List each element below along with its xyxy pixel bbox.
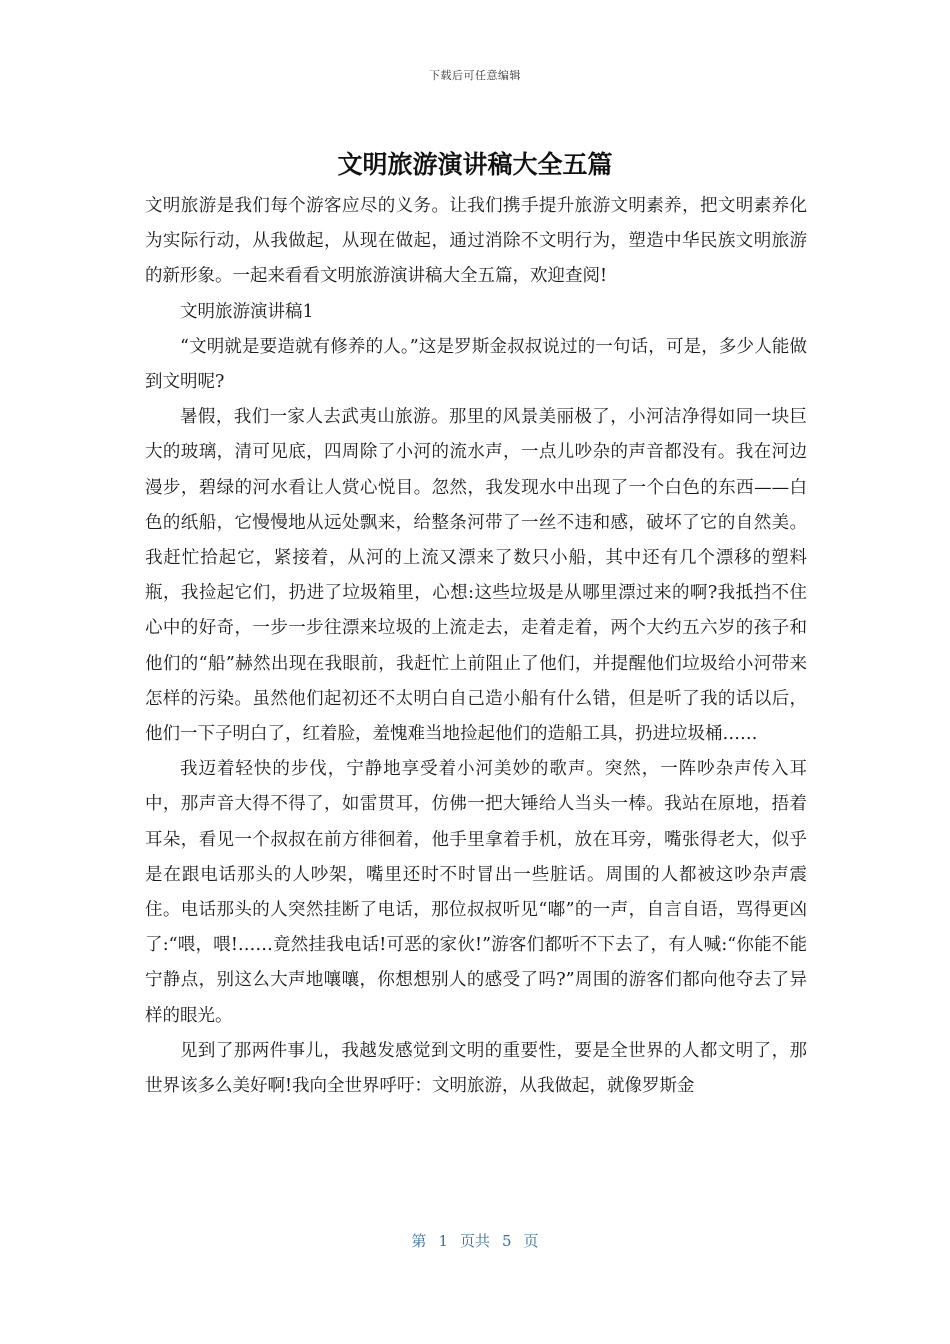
section-heading: 文明旅游演讲稿1 [180, 301, 314, 322]
body-paragraph: 见到了那两件事儿，我越发感觉到文明的重要性，要是全世界的人都文明了，那世界该多么美好啊!我向全世界呼吁：文明旅游，从我做起，就像罗斯金 [145, 1040, 807, 1097]
footer-suffix: 页 [523, 1232, 539, 1250]
footer-prefix: 第 [411, 1232, 427, 1250]
body-paragraph: 暑假，我们一家人去武夷山旅游。那里的风景美丽极了，小河洁净得如同一块巨大的玻璃，清可见底，四周除了小河的流水声，一点儿吵杂的声音都没有。我在河边漫步，碧绿的河水看让人赏心悦目。忽然，我发现水中出现了一个白色的东西——白色的纸船，它慢慢地从远处飘来，给整条河带了一丝不违和感，破坏了它的自然美。我赶忙拾起它，紧接着，从河的上流又漂来了数只小船，其中还有几个漂移的塑料瓶，我捡起它们，扔进了垃圾箱里，心想:这些垃圾是从哪里漂过来的啊?我抵挡不住心中的好奇，一步一步往漂来垃圾的上流走去，走着走着，两个大约五六岁的孩子和他们的“船”赫然出现在我眼前，我赶忙上前阻止了他们，并提醒他们垃圾给小河带来怎样的污染。虽然他们起初还不太明白自己造小船有什么错，但是听了我的话以后，他们一下子明白了，红着脸，羞愧难当地捡起他们的造船工具，扔进垃圾桶…… [145, 407, 807, 745]
document-body [145, 189, 807, 1104]
page-footer [0, 1230, 950, 1251]
footer-page-number: 1 [438, 1232, 448, 1250]
body-paragraph: 我迈着轻快的步伐，宁静地享受着小河美妙的歌声。突然，一阵吵杂声传入耳中，那声音大得不得了，如雷贯耳，仿佛一把大锤给人当头一棒。我站在原地，捂着耳朵，看见一个叔叔在前方徘徊着，他手里拿着手机，放在耳旁，嘴张得老大，似乎是在跟电话那头的人吵架，嘴里还时不时冒出一些脏话。周围的人都被这吵杂声震住。电话那头的人突然挂断了电话，那位叔叔听见“嘟”的一声，自言自语，骂得更凶了:“喂，喂!……竟然挂我电话!可恶的家伙!”游客们都听不下去了，有人喊:“你能不能宁静点，别这么大声地嚷嚷，你想想别人的感受了吗?”周围的游客们都向他夺去了异样的眼光。 [145, 759, 807, 1026]
footer-total-pages: 5 [502, 1232, 512, 1250]
header-note: 下载后可任意编辑 [429, 69, 521, 82]
footer-middle: 页共 [459, 1232, 490, 1250]
body-paragraph: “文明就是要造就有修养的人。”这是罗斯金叔叔说过的一句话，可是，多少人能做到文明呢? [145, 336, 807, 393]
document-title: 文明旅游演讲稿大全五篇 [337, 150, 613, 179]
intro-paragraph: 文明旅游是我们每个游客应尽的义务。让我们携手提升旅游文明素养，把文明素养化为实际行动，从我做起，从现在做起，通过消除不文明行为，塑造中华民族文明旅游的新形象。一起来看看文明旅游演讲稿大全五篇，欢迎查阅! [145, 196, 807, 287]
